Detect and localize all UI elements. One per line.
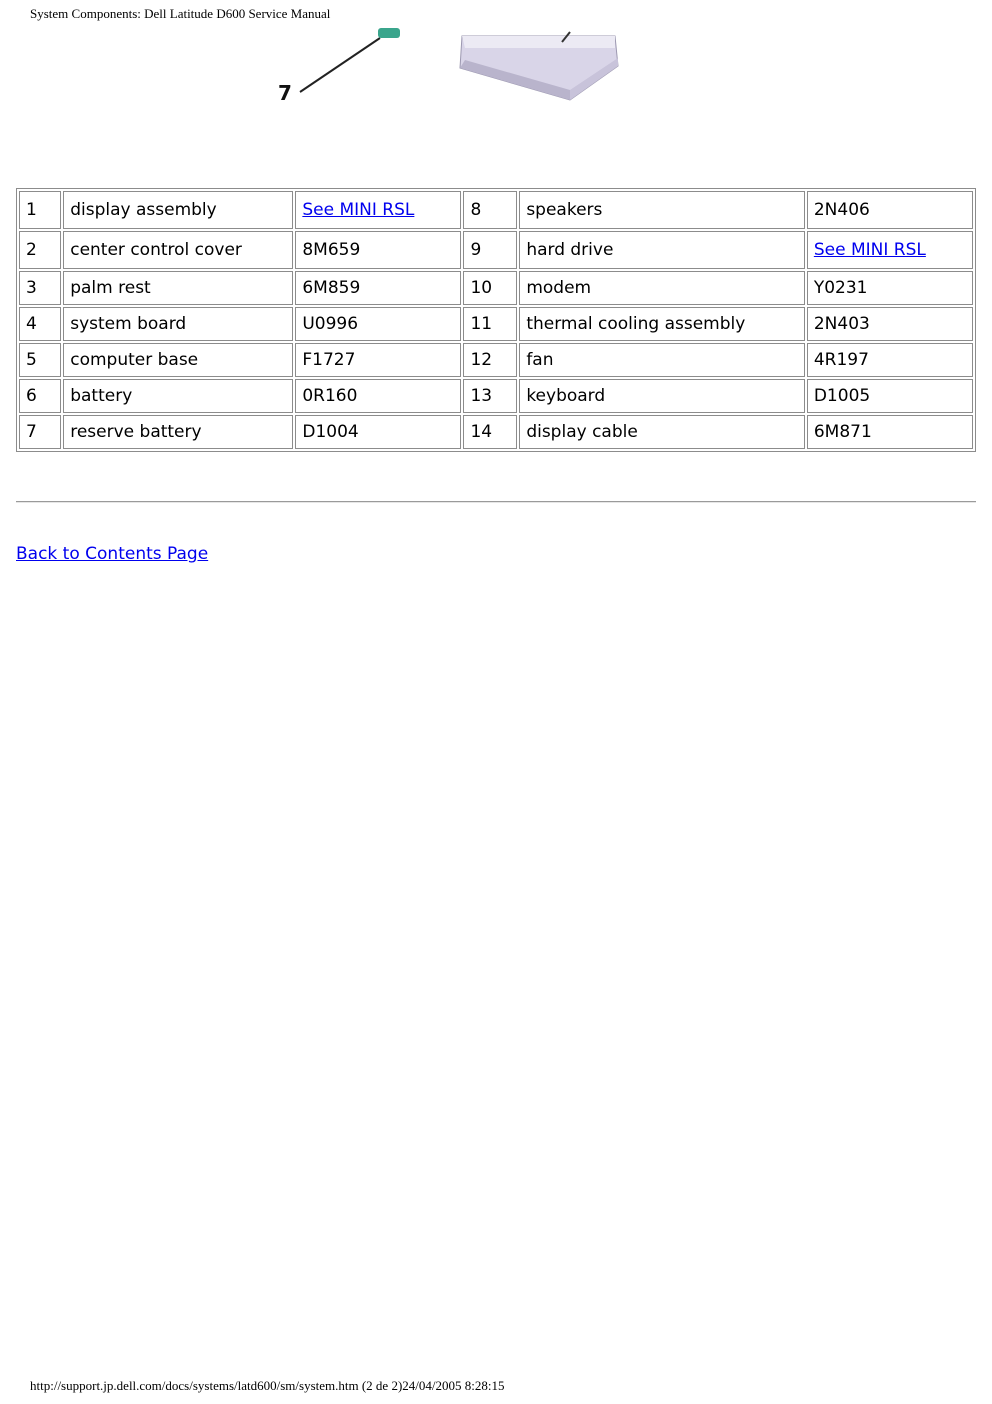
part-number-text: 4R197 (813, 350, 869, 370)
component-name-cell (519, 191, 805, 229)
item-number-cell (19, 231, 61, 269)
part-number-cell (295, 415, 461, 449)
component-name-text: system board (70, 314, 187, 334)
component-name-text: keyboard (526, 386, 606, 406)
table-row (19, 231, 973, 269)
part-number-text: D1004 (302, 422, 359, 442)
part-number-cell (807, 307, 973, 341)
part-number-cell (807, 231, 973, 269)
table-row (19, 307, 973, 341)
item-number-text: 11 (470, 314, 493, 334)
component-name-cell (519, 379, 805, 413)
system-components-illustration (270, 28, 630, 108)
item-number-text: 14 (470, 422, 493, 442)
item-number-cell (19, 343, 61, 377)
item-number-cell (463, 231, 517, 269)
item-number-cell (19, 191, 61, 229)
part-number-text: 6M859 (302, 278, 361, 298)
item-number-cell (19, 415, 61, 449)
component-name-cell (63, 191, 293, 229)
item-number-text: 8 (470, 200, 482, 220)
item-number-cell (463, 415, 517, 449)
component-name-text: battery (70, 386, 133, 406)
part-number-text: Y0231 (813, 278, 868, 298)
component-name-text: reserve battery (70, 422, 202, 442)
part-number-cell (807, 415, 973, 449)
part-number-cell (295, 343, 461, 377)
callout-tip (378, 28, 400, 38)
item-number-cell (463, 343, 517, 377)
item-number-text: 12 (470, 350, 493, 370)
part-number-cell (807, 379, 973, 413)
item-number-text: 1 (26, 200, 37, 220)
item-number-text: 6 (26, 386, 37, 406)
part-number-text: 0R160 (302, 386, 358, 406)
part-number-cell (295, 271, 461, 305)
part-number-text: F1727 (302, 350, 356, 370)
component-name-text: speakers (526, 200, 603, 220)
item-number-text: 4 (26, 314, 37, 334)
item-number-cell (463, 379, 517, 413)
part-number-text: 2N406 (813, 200, 870, 220)
item-number-text: 10 (470, 278, 493, 298)
item-number-text: 13 (470, 386, 493, 406)
page-footer-url: http://support.jp.dell.com/docs/systems/latd600/sm/system.htm (2 de 2)24/04/2005 8:28:15 (30, 1378, 505, 1393)
component-name-cell (519, 271, 805, 305)
component-name-text: fan (526, 350, 554, 370)
item-number-cell (19, 379, 61, 413)
component-name-text: modem (526, 278, 592, 298)
component-name-text: computer base (70, 350, 199, 370)
table-row (19, 191, 973, 229)
part-number-cell (295, 379, 461, 413)
horizontal-divider (16, 501, 976, 503)
component-name-cell (519, 307, 805, 341)
component-name-cell (63, 379, 293, 413)
component-name-cell (63, 343, 293, 377)
item-number-cell (463, 271, 517, 305)
page-header-title: System Components: Dell Latitude D600 Service Manual (30, 6, 331, 21)
component-name-cell (63, 307, 293, 341)
item-number-text: 9 (470, 240, 482, 260)
item-number-text: 7 (26, 422, 37, 442)
component-name-cell (519, 231, 805, 269)
part-number-text: 8M659 (302, 240, 361, 260)
item-number-text: 3 (26, 278, 37, 298)
table-row (19, 271, 973, 305)
item-number-cell (463, 307, 517, 341)
component-name-text: thermal cooling assembly (526, 314, 746, 334)
component-name-cell (519, 343, 805, 377)
component-name-cell (519, 415, 805, 449)
component-name-text: display cable (526, 422, 638, 442)
component-name-text: hard drive (526, 240, 614, 260)
item-number-cell (19, 307, 61, 341)
back-to-contents-link[interactable]: Back to Contents Page (16, 544, 209, 564)
parts-table (16, 188, 976, 452)
part-number-text: 6M871 (813, 422, 872, 442)
part-number-text: D1005 (813, 386, 871, 406)
table-row (19, 379, 973, 413)
callout-label-7: 7 (278, 81, 292, 105)
table-row (19, 343, 973, 377)
see-mini-rsl-link[interactable]: See MINI RSL (813, 240, 926, 260)
component-name-cell (63, 271, 293, 305)
part-number-cell (807, 343, 973, 377)
item-number-cell (19, 271, 61, 305)
part-number-cell (807, 191, 973, 229)
part-number-cell (295, 191, 461, 229)
component-name-text: center control cover (70, 240, 242, 260)
component-name-text: display assembly (70, 200, 217, 220)
item-number-text: 5 (26, 350, 37, 370)
part-number-text: U0996 (302, 314, 359, 334)
item-number-text: 2 (26, 240, 37, 260)
part-number-cell (295, 307, 461, 341)
see-mini-rsl-link[interactable]: See MINI RSL (302, 200, 415, 220)
parts-table-body (19, 191, 973, 449)
part-number-cell (295, 231, 461, 269)
callout-line-7 (300, 38, 380, 92)
part-number-text: 2N403 (813, 314, 870, 334)
part-number-cell (807, 271, 973, 305)
component-name-text: palm rest (70, 278, 151, 298)
table-row (19, 415, 973, 449)
component-name-cell (63, 415, 293, 449)
component-name-cell (63, 231, 293, 269)
component-part-drawing (460, 32, 618, 100)
item-number-cell (463, 191, 517, 229)
